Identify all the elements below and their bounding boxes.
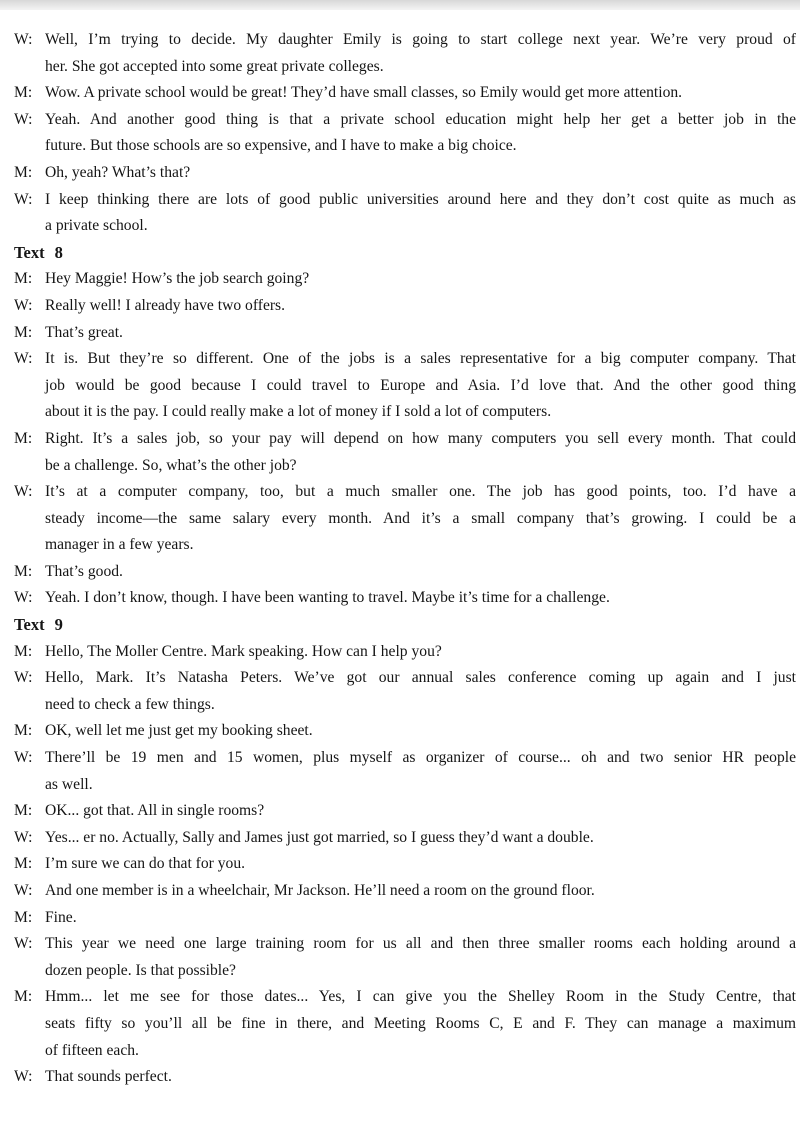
section-heading	[14, 240, 796, 267]
section-heading-number: 9	[54, 615, 63, 635]
dialogue-text: a private school.	[45, 217, 148, 235]
dialogue-continuation	[14, 506, 796, 533]
speaker-label: W:	[14, 749, 33, 767]
dialogue-turn	[14, 320, 796, 347]
speaker-label: W:	[14, 1068, 33, 1086]
dialogue-text: manager in a few years.	[45, 536, 194, 554]
speaker-label: W:	[14, 110, 33, 128]
dialogue-continuation	[14, 399, 796, 426]
dialogue-text: Right. It’s a sales job, so your pay will depend on how many computers you sell every month. That could	[45, 429, 796, 447]
speaker-label: W:	[14, 31, 33, 48]
speaker-label: W:	[14, 190, 33, 208]
dialogue-turn	[14, 745, 796, 772]
speaker-label: M:	[14, 855, 33, 873]
dialogue-turn	[14, 931, 796, 958]
speaker-label: M:	[14, 429, 33, 447]
dialogue-continuation	[14, 373, 796, 400]
dialogue-text: This year we need one large training room for us all and then three smaller rooms each holding around a	[45, 935, 796, 953]
dialogue-turn	[14, 825, 796, 852]
section-heading	[14, 612, 796, 639]
dialogue-turn	[14, 905, 796, 932]
speaker-label: W:	[14, 935, 33, 953]
dialogue-text: OK, well let me just get my booking sheet.	[45, 722, 313, 740]
dialogue-turn	[14, 293, 796, 320]
dialogue-text: her. She got accepted into some great private colleges.	[45, 57, 384, 75]
dialogue-text: Hello, The Moller Centre. Mark speaking. How can I help you?	[45, 642, 442, 660]
speaker-label: M:	[14, 163, 33, 181]
dialogue-turn	[14, 878, 796, 905]
dialogue-text: Wow. A private school would be great! They’d have small classes, so Emily would get more attention.	[45, 84, 683, 102]
dialogue-turn	[14, 559, 796, 586]
dialogue-text: Yes... er no. Actually, Sally and James just got married, so I guess they’d want a double.	[45, 828, 594, 846]
speaker-label: W:	[14, 828, 33, 846]
speaker-label: W:	[14, 669, 33, 687]
dialogue-turn	[14, 585, 796, 612]
speaker-label: M:	[14, 908, 33, 926]
dialogue-text: There’ll be 19 men and 15 women, plus myself as organizer of course... oh and two senior HR people	[45, 749, 796, 767]
section-heading-number: 8	[54, 242, 63, 262]
dialogue-continuation	[14, 54, 796, 81]
dialogue-turn	[14, 718, 796, 745]
transcript-page	[14, 27, 796, 1091]
dialogue-text: Yeah. And another good thing is that a private school education might help her get a better job in the	[45, 110, 796, 128]
dialogue-turn	[14, 160, 796, 187]
dialogue-text: Hey Maggie! How’s the job search going?	[45, 270, 310, 288]
dialogue-text: Hello, Mark. It’s Natasha Peters. We’ve got our annual sales conference coming up again and I just	[45, 669, 796, 687]
speaker-label: M:	[14, 802, 33, 820]
dialogue-text: Hmm... let me see for those dates... Yes, I can give you the Shelley Room in the Study Centre, that	[45, 988, 796, 1006]
dialogue-turn	[14, 479, 796, 506]
dialogue-continuation	[14, 958, 796, 985]
dialogue-text: need to check a few things.	[45, 695, 215, 713]
dialogue-text: Fine.	[45, 908, 77, 926]
dialogue-text: dozen people. Is that possible?	[45, 961, 236, 979]
scan-top-edge	[0, 0, 800, 10]
dialogue-continuation	[14, 213, 796, 240]
dialogue-text: be a challenge. So, what’s the other job?	[45, 456, 297, 474]
dialogue-text: That’s great.	[45, 323, 123, 341]
dialogue-text: It is. But they’re so different. One of the jobs is a sales representative for a big computer company. That	[45, 350, 796, 368]
dialogue-turn	[14, 851, 796, 878]
dialogue-text: And one member is in a wheelchair, Mr Jackson. He’ll need a room on the ground floor.	[45, 882, 595, 899]
speaker-label: M:	[14, 562, 33, 580]
speaker-label: M:	[14, 323, 33, 341]
speaker-label: M:	[14, 988, 33, 1006]
speaker-label: M:	[14, 722, 33, 740]
dialogue-turn	[14, 80, 796, 107]
dialogue-continuation	[14, 772, 796, 799]
dialogue-continuation	[14, 133, 796, 160]
dialogue-text: OK... got that. All in single rooms?	[45, 802, 265, 820]
dialogue-turn	[14, 107, 796, 134]
speaker-label: W:	[14, 882, 33, 899]
speaker-label: M:	[14, 270, 33, 288]
speaker-label: M:	[14, 642, 33, 660]
dialogue-turn	[14, 665, 796, 692]
dialogue-text: Well, I’m trying to decide. My daughter Emily is going to start college next year. We’re very proud of	[45, 31, 796, 48]
dialogue-turn	[14, 639, 796, 666]
section-heading-label: Text	[14, 242, 45, 262]
dialogue-turn	[14, 346, 796, 373]
dialogue-text: job would be good because I could travel to Europe and Asia. I’d love that. And the other good thing	[45, 376, 796, 394]
dialogue-text: Yeah. I don’t know, though. I have been wanting to travel. Maybe it’s time for a challenge.	[45, 589, 610, 607]
dialogue-text: I’m sure we can do that for you.	[45, 855, 246, 873]
dialogue-continuation	[14, 692, 796, 719]
dialogue-turn	[14, 798, 796, 825]
dialogue-text: It’s at a computer company, too, but a much smaller one. The job has good points, too. I’d have a	[45, 483, 796, 501]
dialogue-turn	[14, 187, 796, 214]
dialogue-turn	[14, 984, 796, 1011]
dialogue-text: as well.	[45, 775, 93, 793]
speaker-label: W:	[14, 296, 33, 314]
dialogue-continuation	[14, 1011, 796, 1038]
dialogue-text: about it is the pay. I could really make a lot of money if I sold a lot of computers.	[45, 403, 552, 421]
dialogue-text: I keep thinking there are lots of good public universities around here and they don’t cost quite as much as	[45, 190, 796, 208]
dialogue-text: That sounds perfect.	[45, 1068, 172, 1086]
dialogue-text: Really well! I already have two offers.	[45, 296, 286, 314]
dialogue-text: of fifteen each.	[45, 1041, 139, 1059]
dialogue-text: Oh, yeah? What’s that?	[45, 163, 191, 181]
dialogue-continuation	[14, 1038, 796, 1065]
dialogue-turn	[14, 27, 796, 54]
speaker-label: M:	[14, 84, 33, 102]
dialogue-text: steady income—the same salary every month. And it’s a small company that’s growing. I could be a	[45, 509, 796, 527]
speaker-label: W:	[14, 589, 33, 607]
speaker-label: W:	[14, 350, 33, 368]
dialogue-text: That’s good.	[45, 562, 123, 580]
dialogue-text: future. But those schools are so expensive, and I have to make a big choice.	[45, 137, 517, 155]
dialogue-turn	[14, 266, 796, 293]
section-heading-label: Text	[14, 615, 45, 635]
dialogue-text: seats fifty so you’ll all be fine in there, and Meeting Rooms C, E and F. They can manage a maximum	[45, 1014, 796, 1032]
dialogue-continuation	[14, 453, 796, 480]
speaker-label: W:	[14, 483, 33, 501]
dialogue-turn	[14, 426, 796, 453]
dialogue-turn	[14, 1064, 796, 1091]
dialogue-continuation	[14, 532, 796, 559]
